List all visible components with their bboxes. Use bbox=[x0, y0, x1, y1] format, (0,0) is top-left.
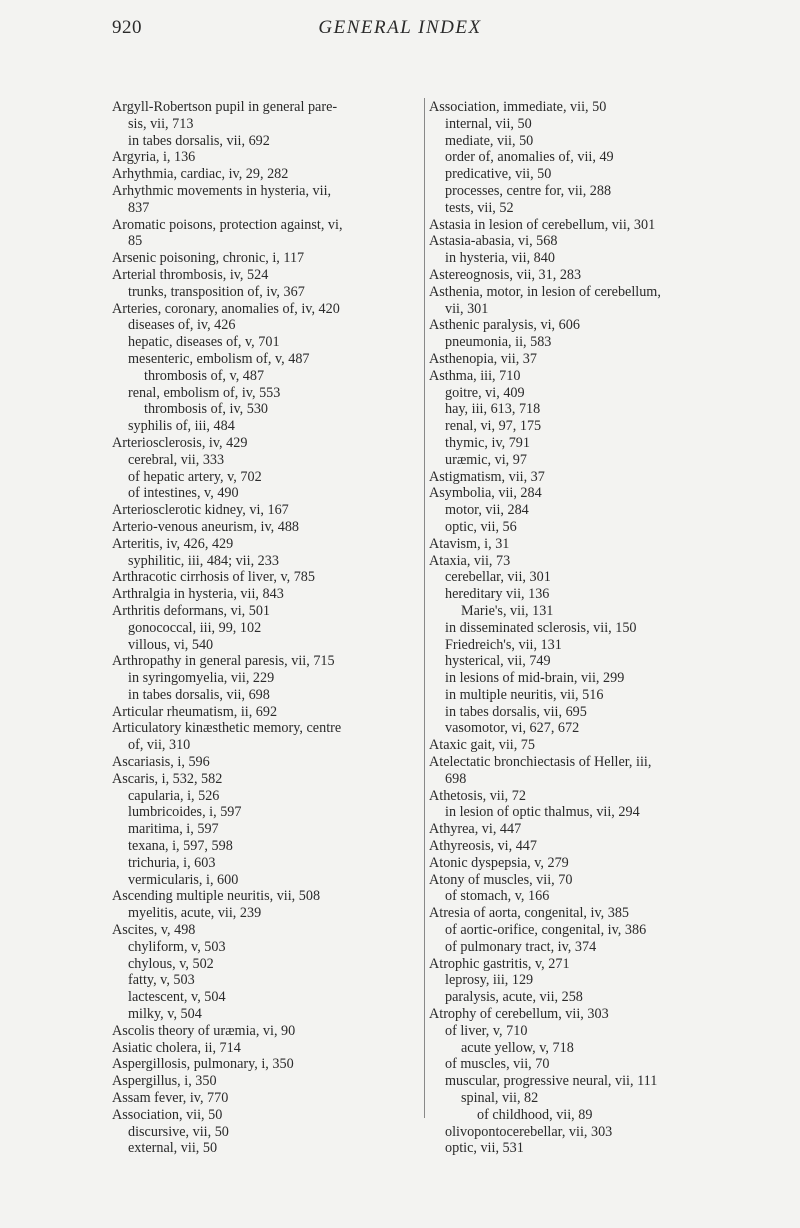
index-entry: Asiatic cholera, ii, 714 bbox=[112, 1039, 241, 1056]
index-entry: fatty, v, 503 bbox=[128, 972, 195, 989]
index-column-right bbox=[429, 99, 741, 1157]
index-entry: Arthropathy in general paresis, vii, 715 bbox=[112, 653, 335, 670]
index-entry: leprosy, iii, 129 bbox=[445, 972, 534, 989]
index-entry: cerebral, vii, 333 bbox=[128, 451, 225, 468]
index-entry: in syringomyelia, vii, 229 bbox=[128, 670, 275, 687]
index-entry: Ataxia, vii, 73 bbox=[429, 552, 511, 569]
index-entry: vermicularis, i, 600 bbox=[128, 871, 239, 888]
index-entry: lumbricoides, i, 597 bbox=[128, 804, 242, 821]
index-entry: of intestines, v, 490 bbox=[128, 485, 239, 502]
index-entry: order of, anomalies of, vii, 49 bbox=[445, 149, 614, 166]
index-entry: thrombosis of, v, 487 bbox=[144, 367, 265, 384]
index-entry: Atonic dyspepsia, v, 279 bbox=[429, 854, 569, 871]
index-entry: trichuria, i, 603 bbox=[128, 854, 216, 871]
index-entry: texana, i, 597, 598 bbox=[128, 838, 233, 855]
index-entry: chyliform, v, 503 bbox=[128, 938, 226, 955]
index-entry: Atony of muscles, vii, 70 bbox=[429, 871, 573, 888]
index-entry: syphilis of, iii, 484 bbox=[128, 418, 235, 435]
index-entry: hay, iii, 613, 718 bbox=[445, 401, 541, 418]
index-entry: in tabes dorsalis, vii, 692 bbox=[128, 132, 270, 149]
index-entry: Argyria, i, 136 bbox=[112, 149, 196, 166]
index-entry: Asthma, iii, 710 bbox=[429, 367, 521, 384]
index-entry: Ascites, v, 498 bbox=[112, 922, 196, 939]
index-entry: Articular rheumatism, ii, 692 bbox=[112, 703, 278, 720]
index-entry: external, vii, 50 bbox=[128, 1140, 218, 1157]
index-entry: Astereognosis, vii, 31, 283 bbox=[429, 266, 582, 283]
index-entry: Friedreich's, vii, 131 bbox=[445, 636, 562, 653]
index-entry: trunks, transposition of, iv, 367 bbox=[128, 283, 305, 300]
index-entry: in disseminated sclerosis, vii, 150 bbox=[445, 619, 637, 636]
index-entry: pneumonia, ii, 583 bbox=[445, 334, 552, 351]
index-entry: Astasia-abasia, vi, 568 bbox=[429, 233, 558, 250]
index-entry: Arthralgia in hysteria, vii, 843 bbox=[112, 586, 284, 603]
index-entry: Ataxic gait, vii, 75 bbox=[429, 737, 535, 754]
index-entry: optic, vii, 56 bbox=[445, 518, 517, 535]
index-entry: vasomotor, vi, 627, 672 bbox=[445, 720, 580, 737]
index-entry: in tabes dorsalis, vii, 695 bbox=[445, 703, 587, 720]
index-entry: in tabes dorsalis, vii, 698 bbox=[128, 686, 270, 703]
index-entry: Athyrea, vi, 447 bbox=[429, 821, 522, 838]
index-entry: Arteries, coronary, anomalies of, iv, 420 bbox=[112, 300, 340, 317]
index-entry: Arteriosclerotic kidney, vi, 167 bbox=[112, 502, 289, 519]
page-number: 920 bbox=[112, 17, 142, 38]
index-entry: Athyreosis, vi, 447 bbox=[429, 838, 537, 855]
index-entry: Articulatory kinæsthetic memory, centre bbox=[112, 720, 342, 737]
index-entry: Aspergillus, i, 350 bbox=[112, 1073, 217, 1090]
index-entry: Asymbolia, vii, 284 bbox=[429, 485, 542, 502]
index-entry: gonococcal, iii, 99, 102 bbox=[128, 619, 262, 636]
index-entry: Arhythmic movements in hysteria, vii, bbox=[112, 182, 332, 199]
index-entry: Arterial thrombosis, iv, 524 bbox=[112, 266, 269, 283]
index-entry: of childhood, vii, 89 bbox=[477, 1106, 593, 1123]
index-entry: chylous, v, 502 bbox=[128, 955, 214, 972]
index-entry: Asthenia, motor, in lesion of cerebellum, bbox=[429, 283, 661, 300]
index-entry: Arterio-venous aneurism, iv, 488 bbox=[112, 518, 300, 535]
index-entry: Aromatic poisons, protection against, vi, bbox=[112, 216, 343, 233]
index-entry: goitre, vi, 409 bbox=[445, 384, 525, 401]
index-entry: Atrophic gastritis, v, 271 bbox=[429, 955, 570, 972]
index-entry: tests, vii, 52 bbox=[445, 199, 514, 216]
index-entry: hysterical, vii, 749 bbox=[445, 653, 551, 670]
index-entry: Arthracotic cirrhosis of liver, v, 785 bbox=[112, 569, 315, 586]
index-entry: syphilitic, iii, 484; vii, 233 bbox=[128, 552, 279, 569]
index-entry: in hysteria, vii, 840 bbox=[445, 250, 555, 267]
index-entry: of, vii, 310 bbox=[128, 737, 191, 754]
index-entry: thymic, iv, 791 bbox=[445, 434, 530, 451]
index-entry: Atrophy of cerebellum, vii, 303 bbox=[429, 1006, 609, 1023]
index-entry: Aspergillosis, pulmonary, i, 350 bbox=[112, 1056, 294, 1073]
index-entry: in lesions of mid-brain, vii, 299 bbox=[445, 670, 625, 687]
index-entry: Arhythmia, cardiac, iv, 29, 282 bbox=[112, 166, 289, 183]
index-entry: renal, vi, 97, 175 bbox=[445, 418, 542, 435]
index-entry: thrombosis of, iv, 530 bbox=[144, 401, 269, 418]
index-entry: renal, embolism of, iv, 553 bbox=[128, 384, 281, 401]
index-entry: hepatic, diseases of, v, 701 bbox=[128, 334, 280, 351]
index-entry: Atavism, i, 31 bbox=[429, 535, 510, 552]
index-entry: Association, immediate, vii, 50 bbox=[429, 99, 607, 115]
index-entry: villous, vi, 540 bbox=[128, 636, 214, 653]
index-entry: 85 bbox=[128, 233, 143, 250]
index-entry: Assam fever, iv, 770 bbox=[112, 1090, 229, 1107]
index-column-left bbox=[112, 99, 424, 1157]
index-entry: of hepatic artery, v, 702 bbox=[128, 468, 262, 485]
index-entry: Ascariasis, i, 596 bbox=[112, 754, 210, 771]
index-entry: Arteritis, iv, 426, 429 bbox=[112, 535, 234, 552]
index-entry: of pulmonary tract, iv, 374 bbox=[445, 938, 597, 955]
index-entry: Asthenic paralysis, vi, 606 bbox=[429, 317, 580, 334]
index-entry: lactescent, v, 504 bbox=[128, 989, 226, 1006]
index-entry: vii, 301 bbox=[445, 300, 489, 317]
index-entry: in multiple neuritis, vii, 516 bbox=[445, 686, 604, 703]
index-entry: uræmic, vi, 97 bbox=[445, 451, 527, 468]
index-entry: optic, vii, 531 bbox=[445, 1140, 524, 1157]
index-entry: of liver, v, 710 bbox=[445, 1022, 528, 1039]
column-divider bbox=[424, 98, 425, 1118]
index-entry: hereditary vii, 136 bbox=[445, 586, 550, 603]
index-entry: cerebellar, vii, 301 bbox=[445, 569, 551, 586]
index-entry: Arthritis deformans, vi, 501 bbox=[112, 602, 271, 619]
index-entry: capularia, i, 526 bbox=[128, 787, 220, 804]
index-entry: Association, vii, 50 bbox=[112, 1106, 223, 1123]
index-entry: acute yellow, v, 718 bbox=[461, 1039, 574, 1056]
index-entry: Atelectatic bronchiectasis of Heller, iii, bbox=[429, 754, 652, 771]
index-entry: 837 bbox=[128, 199, 150, 216]
index-entry: Argyll-Robertson pupil in general pare- bbox=[112, 99, 338, 115]
index-entry: maritima, i, 597 bbox=[128, 821, 219, 838]
index-entry: internal, vii, 50 bbox=[445, 115, 532, 132]
index-entry: Astasia in lesion of cerebellum, vii, 301 bbox=[429, 216, 656, 233]
index-entry: Arsenic poisoning, chronic, i, 117 bbox=[112, 250, 305, 267]
index-entry: spinal, vii, 82 bbox=[461, 1090, 539, 1107]
index-entry: Ascending multiple neuritis, vii, 508 bbox=[112, 888, 321, 905]
index-entry: Ascaris, i, 532, 582 bbox=[112, 770, 223, 787]
index-entry: of muscles, vii, 70 bbox=[445, 1056, 550, 1073]
index-entry: myelitis, acute, vii, 239 bbox=[128, 905, 262, 922]
index-entry: of aortic-orifice, congenital, iv, 386 bbox=[445, 922, 647, 939]
index-entry: Atresia of aorta, congenital, iv, 385 bbox=[429, 905, 630, 922]
index-entry: Marie's, vii, 131 bbox=[461, 602, 554, 619]
index-entry: sis, vii, 713 bbox=[128, 115, 194, 132]
index-entry: Astigmatism, vii, 37 bbox=[429, 468, 545, 485]
index-entry: predicative, vii, 50 bbox=[445, 166, 552, 183]
index-entry: Athetosis, vii, 72 bbox=[429, 787, 526, 804]
index-entry: mediate, vii, 50 bbox=[445, 132, 534, 149]
index-entry: Arteriosclerosis, iv, 429 bbox=[112, 434, 248, 451]
index-entry: muscular, progressive neural, vii, 111 bbox=[445, 1073, 658, 1090]
index-entry: discursive, vii, 50 bbox=[128, 1123, 229, 1140]
index-entry: mesenteric, embolism of, v, 487 bbox=[128, 350, 310, 367]
running-head: GENERAL INDEX bbox=[318, 17, 482, 38]
index-entry: Asthenopia, vii, 37 bbox=[429, 350, 537, 367]
index-entry: paralysis, acute, vii, 258 bbox=[445, 989, 583, 1006]
index-entry: diseases of, iv, 426 bbox=[128, 317, 236, 334]
index-entry: Ascolis theory of uræmia, vi, 90 bbox=[112, 1022, 296, 1039]
index-entry: processes, centre for, vii, 288 bbox=[445, 182, 612, 199]
index-entry: in lesion of optic thalmus, vii, 294 bbox=[445, 804, 640, 821]
index-entry: of stomach, v, 166 bbox=[445, 888, 550, 905]
index-entry: motor, vii, 284 bbox=[445, 502, 529, 519]
index-entry: milky, v, 504 bbox=[128, 1006, 202, 1023]
index-entry: olivopontocerebellar, vii, 303 bbox=[445, 1123, 613, 1140]
index-entry: 698 bbox=[445, 770, 467, 787]
